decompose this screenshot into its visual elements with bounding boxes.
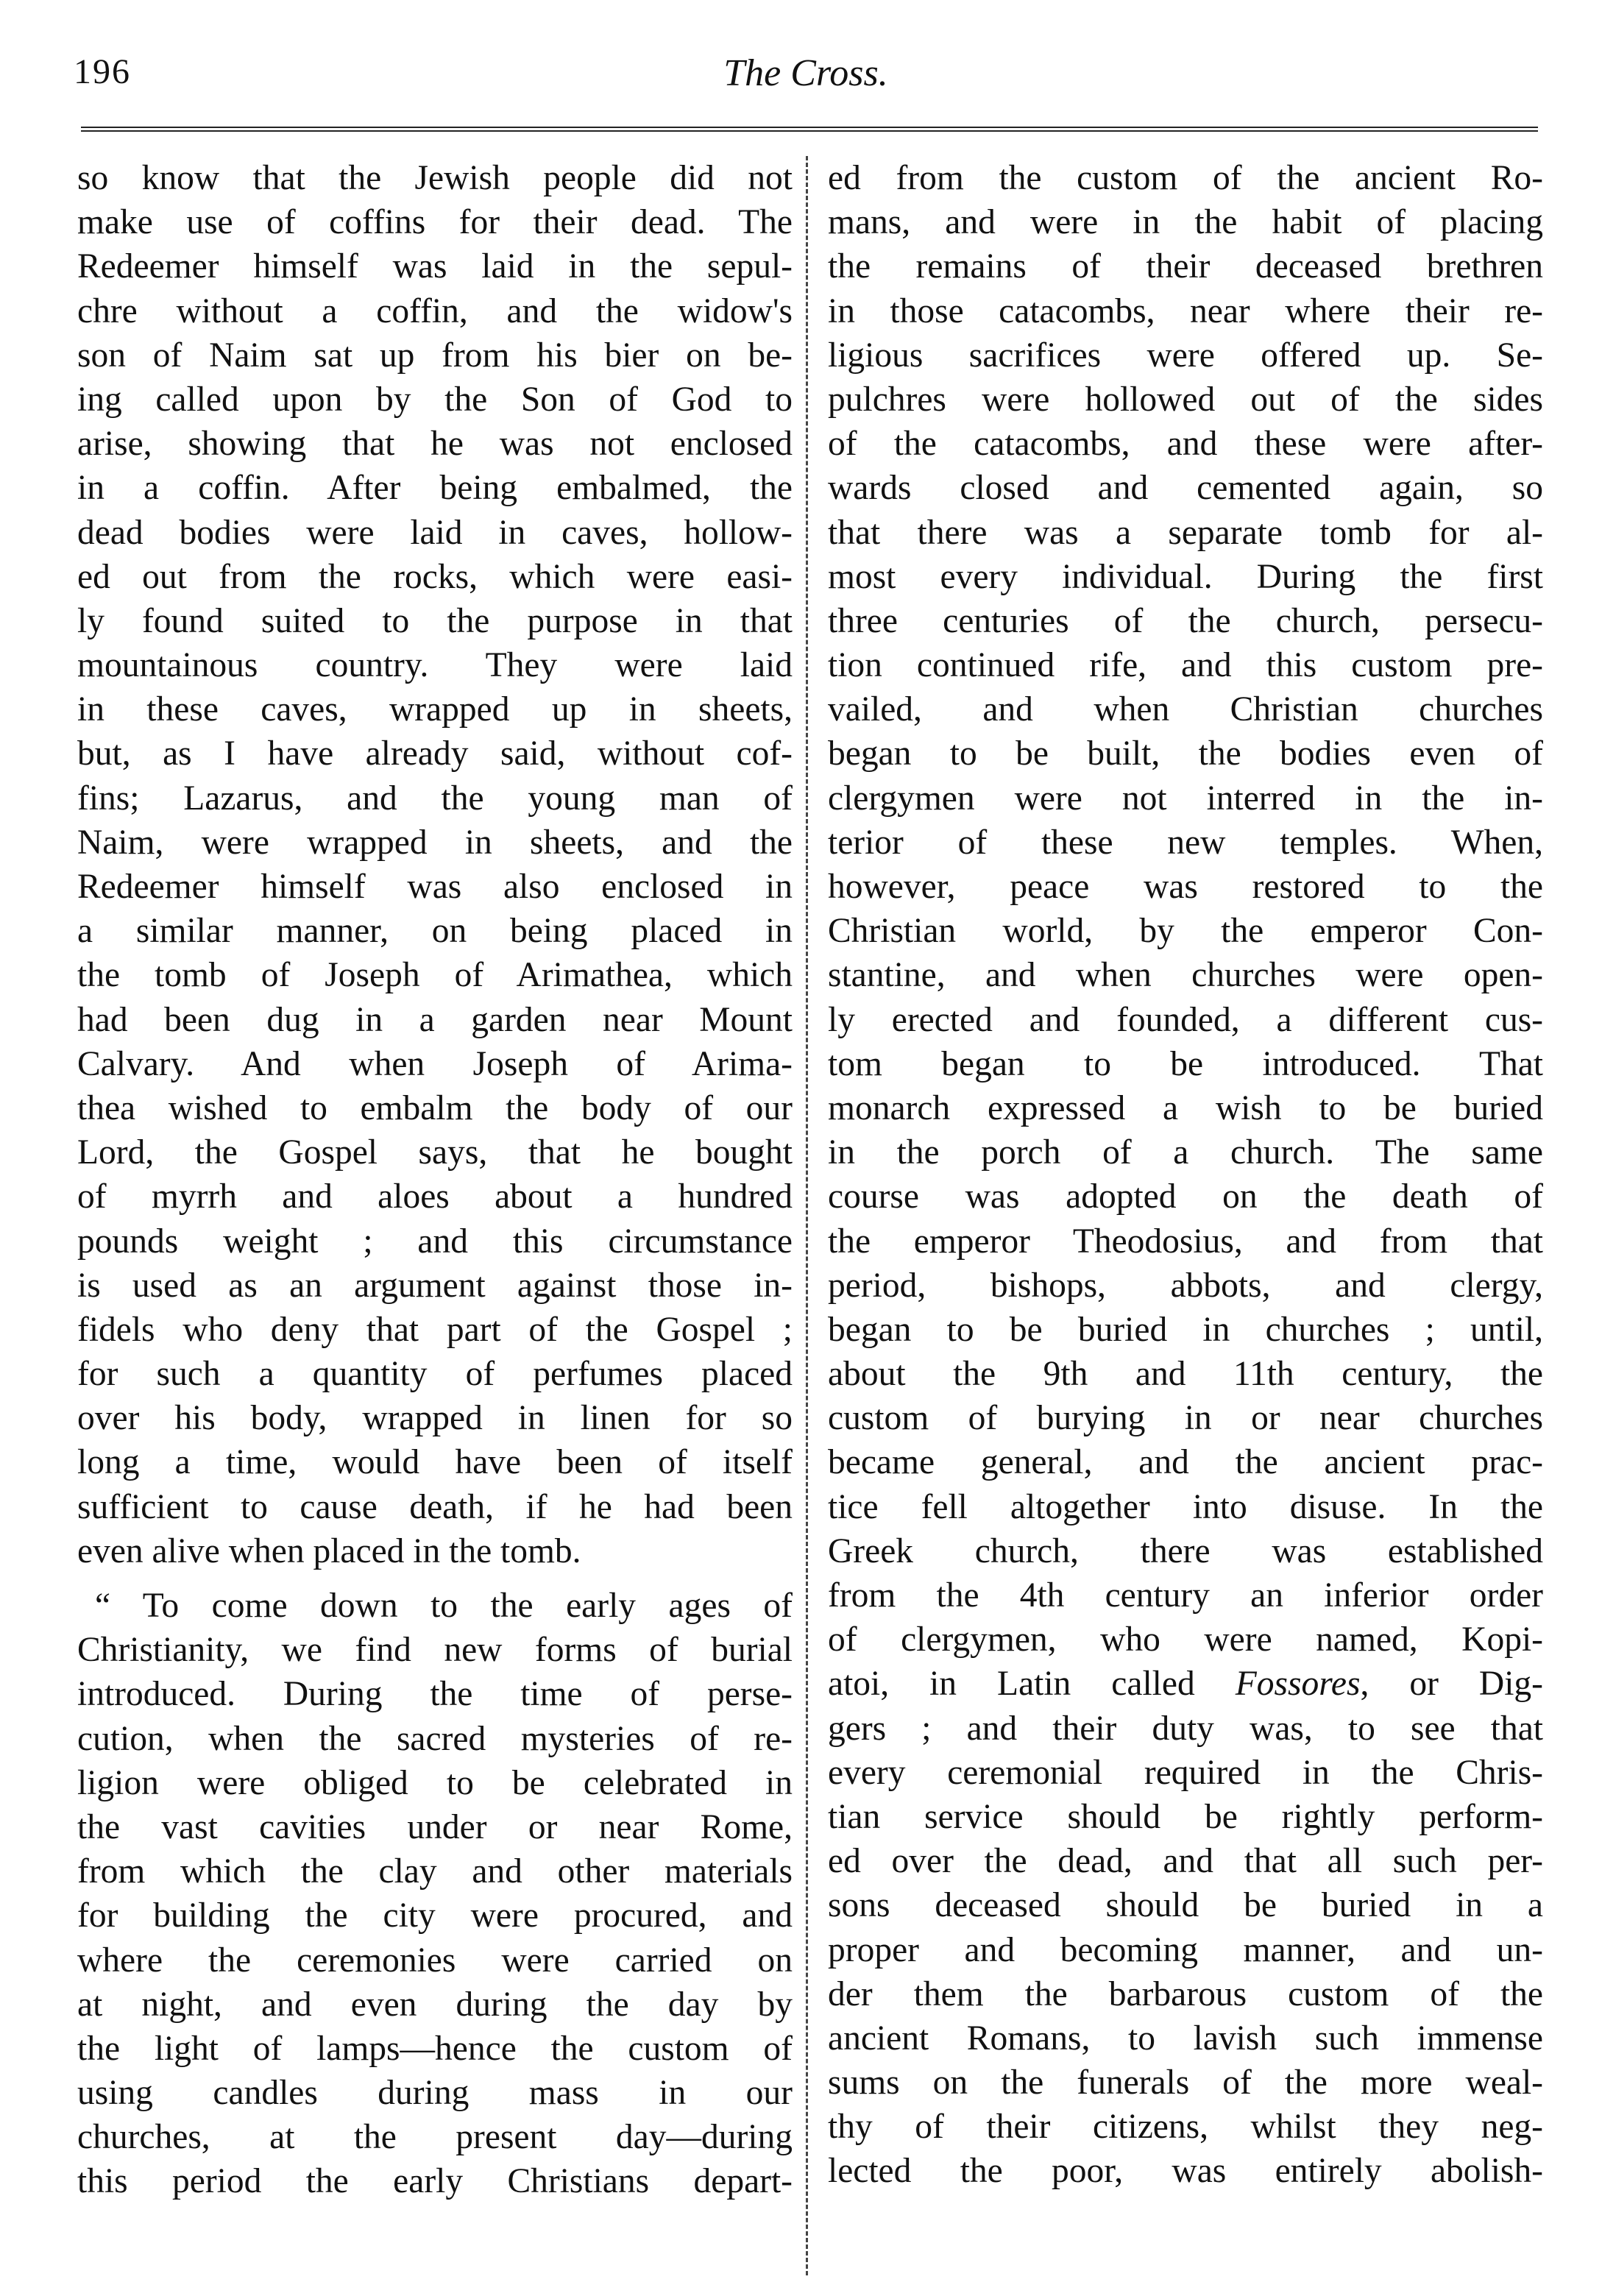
text-line: course was adopted on the death of xyxy=(828,1177,1543,1216)
text-line: ligious sacrifices were offered up. Se- xyxy=(828,336,1543,375)
text-line: even alive when placed in the tomb. xyxy=(77,1531,581,1570)
text-line: clergymen were not interred in the in- xyxy=(828,779,1543,818)
text-line: arise, showing that he was not enclosed xyxy=(77,425,793,464)
text-line: period, bishops, abbots, and clergy, xyxy=(828,1266,1543,1305)
text-line: in the porch of a church. The same xyxy=(828,1133,1543,1172)
text-line: where the ceremonies were carried on xyxy=(77,1941,793,1980)
text-line: Naim, were wrapped in sheets, and the xyxy=(77,823,793,862)
text-line: Greek church, there was established xyxy=(828,1531,1543,1570)
text-line: tion continued rife, and this custom pre- xyxy=(828,646,1543,685)
text-line: every ceremonial required in the Chris- xyxy=(828,1753,1543,1792)
text-line: began to be buried in churches ; until, xyxy=(828,1310,1543,1349)
text-line: of clergymen, who were named, Kopi- xyxy=(828,1620,1543,1659)
column-divider xyxy=(806,156,808,2275)
text-line: make use of coffins for their dead. The xyxy=(77,203,793,242)
text-line: became general, and the ancient prac- xyxy=(828,1443,1543,1482)
text-line: is used as an argument against those in- xyxy=(77,1266,793,1305)
text-line: for such a quantity of perfumes placed xyxy=(77,1355,793,1394)
text-line: tom began to be introduced. That xyxy=(828,1044,1543,1083)
text-line: Christianity, we find new forms of burial xyxy=(77,1631,793,1670)
text-line: lected the poor, was entirely abolish- xyxy=(828,2152,1543,2191)
text-line: dead bodies were laid in caves, hollow- xyxy=(77,513,793,552)
text-line: in these caves, wrapped up in sheets, xyxy=(77,690,793,729)
text-line: cution, when the sacred mysteries of re- xyxy=(77,1719,793,1758)
text-line: pulchres were hollowed out of the sides xyxy=(828,380,1543,419)
header-rule xyxy=(81,127,1538,132)
text-line: for building the city were procured, and xyxy=(77,1896,793,1935)
left-column xyxy=(77,156,793,2204)
text-line: ly found suited to the purpose in that xyxy=(77,601,793,640)
text-line: but, as I have already said, without cof- xyxy=(77,734,793,773)
text-line: the emperor Theodosius, and from that xyxy=(828,1222,1543,1261)
text-line: ligion were obliged to be celebrated in xyxy=(77,1763,793,1802)
text-line: using candles during mass in our xyxy=(77,2074,793,2113)
text-line: sums on the funerals of the more weal- xyxy=(828,2063,1543,2102)
text-line: about the 9th and 11th century, the xyxy=(828,1355,1543,1394)
text-line: fidels who deny that part of the Gospel ; xyxy=(77,1310,793,1349)
text-line: gers ; and their duty was, to see that xyxy=(828,1709,1543,1748)
text-line: ing called upon by the Son of God to xyxy=(77,380,793,419)
text-line: over his body, wrapped in linen for so xyxy=(77,1399,793,1438)
text-line: Redeemer himself was also enclosed in xyxy=(77,868,793,906)
text-line: so know that the Jewish people did not xyxy=(77,159,793,197)
text-line: custom of burying in or near churches xyxy=(828,1399,1543,1438)
text-line: ly erected and founded, a different cus- xyxy=(828,1000,1543,1039)
text-line: son of Naim sat up from his bier on be- xyxy=(77,336,793,375)
text-line: long a time, would have been of itself xyxy=(77,1443,793,1482)
text-line: at night, and even during the day by xyxy=(77,1985,793,2024)
text-line: ed out from the rocks, which were easi- xyxy=(77,557,793,596)
text-line: of myrrh and aloes about a hundred xyxy=(77,1177,793,1216)
right-column xyxy=(828,156,1543,2194)
text-line: atoi, in Latin called Fossores, or Dig- xyxy=(828,1665,1543,1704)
text-line: of the catacombs, and these were after- xyxy=(828,425,1543,464)
text-line: Redeemer himself was laid in the sepul- xyxy=(77,247,793,286)
text-line: ed over the dead, and that all such per- xyxy=(828,1842,1543,1881)
text-line: began to be built, the bodies even of xyxy=(828,734,1543,773)
text-line: however, peace was restored to the xyxy=(828,868,1543,906)
text-line: the tomb of Joseph of Arimathea, which xyxy=(77,956,793,995)
text-line: ancient Romans, to lavish such immense xyxy=(828,2019,1543,2058)
text-line: most every individual. During the first xyxy=(828,557,1543,596)
text-line: stantine, and when churches were open- xyxy=(828,956,1543,995)
text-line: chre without a coffin, and the widow's xyxy=(77,291,793,330)
page-number: 196 xyxy=(74,52,131,91)
text-line: Lord, the Gospel says, that he bought xyxy=(77,1133,793,1172)
text-line: wards closed and cemented again, so xyxy=(828,469,1543,508)
text-line: that there was a separate tomb for al- xyxy=(828,513,1543,552)
text-line: thea wished to embalm the body of our xyxy=(77,1088,793,1127)
text-line: Calvary. And when Joseph of Arima- xyxy=(77,1044,793,1083)
text-line: in those catacombs, near where their re- xyxy=(828,291,1543,330)
text-line: pounds weight ; and this circumstance xyxy=(77,1222,793,1261)
text-line: tice fell altogether into disuse. In the xyxy=(828,1487,1543,1526)
text-line: der them the barbarous custom of the xyxy=(828,1974,1543,2013)
text-line: terior of these new temples. When, xyxy=(828,823,1543,862)
text-line: mountainous country. They were laid xyxy=(77,646,793,685)
text-line: tian service should be rightly perform- xyxy=(828,1797,1543,1836)
text-line: had been dug in a garden near Mount xyxy=(77,1000,793,1039)
page-header xyxy=(74,52,1538,118)
text-line: the light of lamps—hence the custom of xyxy=(77,2029,793,2068)
text-line: vailed, and when Christian churches xyxy=(828,690,1543,729)
text-line: the vast cavities under or near Rome, xyxy=(77,1807,793,1846)
text-line: in a coffin. After being embalmed, the xyxy=(77,469,793,508)
text-line: Christian world, by the emperor Con- xyxy=(828,912,1543,951)
text-line: ed from the custom of the ancient Ro- xyxy=(828,159,1543,197)
text-line: monarch expressed a wish to be buried xyxy=(828,1088,1543,1127)
text-line: sufficient to cause death, if he had been xyxy=(77,1487,793,1526)
text-line: sons deceased should be buried in a xyxy=(828,1886,1543,1925)
text-line: introduced. During the time of perse- xyxy=(77,1675,793,1714)
running-title: The Cross. xyxy=(723,52,888,94)
text-line: the remains of their deceased brethren xyxy=(828,247,1543,286)
text-line: three centuries of the church, persecu- xyxy=(828,601,1543,640)
text-line: proper and becoming manner, and un- xyxy=(828,1930,1543,1969)
text-line: thy of their citizens, whilst they neg- xyxy=(828,2108,1543,2147)
text-line: churches, at the present day—during xyxy=(77,2118,793,2157)
text-line: from the 4th century an inferior order xyxy=(828,1576,1543,1615)
text-line: “ To come down to the early ages of xyxy=(95,1587,793,1625)
text-line: mans, and were in the habit of placing xyxy=(828,203,1543,242)
text-line: this period the early Christians depart- xyxy=(77,2162,793,2201)
text-line: from which the clay and other materials xyxy=(77,1852,793,1891)
text-line: fins; Lazarus, and the young man of xyxy=(77,779,793,818)
text-line: a similar manner, on being placed in xyxy=(77,912,793,951)
